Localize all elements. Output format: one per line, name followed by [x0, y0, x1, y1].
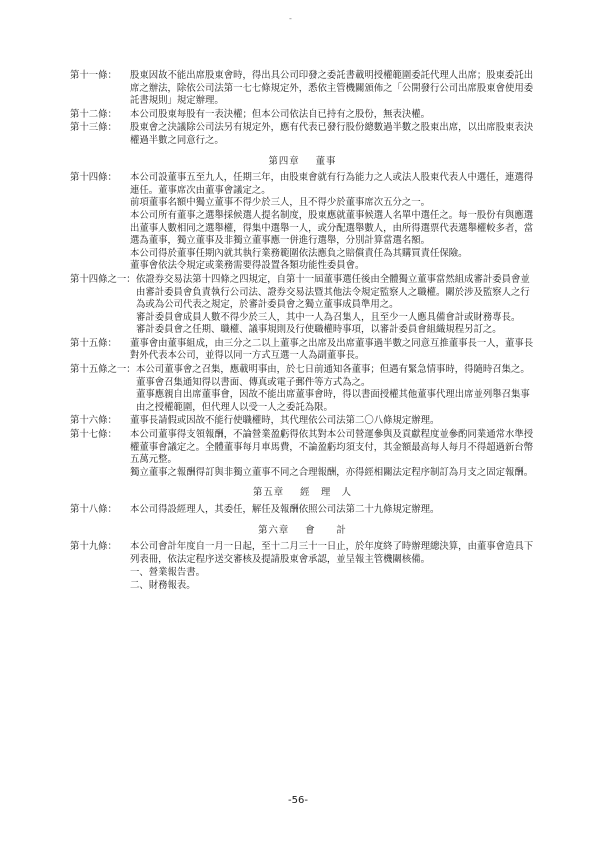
article-paragraph: 董事會由董事組成，由三分之二以上董事之出席及出席董事過半數之同意互推董事長一人，董事長對外代表本公司，並得以同一方式互選一人為副董事長。: [130, 337, 534, 362]
chapter-number: 第六章: [258, 524, 290, 536]
list-item: 二、財務報表。: [130, 579, 196, 591]
article: [70, 70, 535, 108]
report-item-list: [130, 567, 535, 592]
article-body: [130, 541, 535, 566]
article-paragraph: 依證券交易法第十四條之四規定，自第十一屆董事選任後由全體獨立董事當然組成審計委員會並由審計委員會負責執行公司法、證券交易法暨其他法令規定監察人之職權。關於涉及監察人之行為或為公司代表之規定，於審計委員會之獨立董事成員準用之。: [136, 273, 530, 311]
article-label: 第十六條：: [70, 415, 117, 427]
article-body: [136, 274, 535, 337]
article-paragraph: 股東會之決議除公司法另有規定外，應有代表已發行股份總數過半數之股東出席，以出席股東表決權過半數之同意行之。: [130, 122, 534, 146]
article-body: [130, 172, 535, 273]
article-body: [130, 415, 535, 428]
article-paragraph: 本公司得設經理人，其委任，解任及報酬依照公司法第二十九條規定辦理。: [130, 504, 440, 515]
article: [70, 274, 535, 337]
list-item: 一、營業報告書。: [130, 567, 206, 579]
article-label: 第十二條：: [70, 108, 117, 120]
article-body: [130, 70, 535, 108]
article-paragraph: 本公司設董事五至九人，任期三年，由股東會就有行為能力之人或法人股東代表人中選任，連選得連任。董事席次由董事會議定之。: [130, 172, 534, 196]
articles-group-d: [70, 541, 535, 566]
chapter-heading-5: [70, 487, 535, 500]
article-body: [130, 338, 535, 363]
chapter-title: 經 理 人: [300, 487, 352, 499]
article-body: [130, 109, 535, 122]
article-paragraph: 股東因故不能出席股東會時，得出具公司印發之委託書載明授權範圍委託代理人出席；股東委託出席之辦法，除依公司法第一七七條規定外，悉依主管機關頒佈之「公開發行公司出席股東會使用委託書規則」規定辦理。: [130, 70, 534, 107]
article-paragraph: 審計委員會之任期、職權、議事規則及行使職權時事項，以審計委員會組織規程另訂之。: [136, 324, 502, 336]
article-label: 第十四條之一：: [70, 273, 136, 285]
article: [70, 429, 535, 479]
chapter-heading-6: [70, 525, 535, 538]
chapter-title: 董事: [315, 155, 337, 167]
article-label: 第十三條：: [70, 122, 117, 134]
article-paragraph: 本公司股東每股有一表決權；但本公司依法自已持有之股份，無表決權。: [130, 108, 431, 120]
article-paragraph: 董事應親自出席董事會，因故不能出席董事會時，得以書面授權其他董事代理出席並列舉召集事由之授權範圍，但代理人以受一人之委託為限。: [136, 389, 530, 413]
article-paragraph: 本公司董事得支領報酬，不論營業盈虧得依其對本公司營運參與及貢獻程度並參酌同業通常水準授權董事會議定之。全體董事每月車馬費，不論盈虧均須支付，其金額最高每人每月不得超過新台幣五萬元整。: [130, 429, 534, 466]
article-paragraph: 本公司會計年度自一月一日起，至十二月三十一日止，於年度終了時辦理總決算，由董事會造具下列表冊，依法定程序送交審核及提請股東會承認，並呈報主管機關核備。: [130, 541, 534, 565]
top-mark: -: [289, 14, 292, 23]
article: [70, 364, 535, 414]
article-body: [130, 122, 535, 147]
article-label: 第十四條：: [70, 172, 117, 184]
article-paragraph: 獨立董事之報酬得訂與非獨立董事不同之合理報酬，亦得經相關法定程序制訂為月支之固定報酬。: [130, 466, 534, 478]
article-paragraph: 審計委員會成員人數不得少於三人，其中一人為召集人，且至少一人應具備會計或財務專長。: [136, 311, 521, 323]
article-paragraph: 本公司所有董事之選舉採候選人提名制度，股東應就董事候選人名單中選任之。每一股份有與應選出董事人數相同之選舉權，得集中選舉一人，或分配選舉數人，由所得選票代表選舉權較多者，當選為董事，獨立董事及非獨立董事應一併進行選舉，分別計算當選名額。: [130, 209, 534, 247]
article-paragraph: 本公司董事會之召集，應載明事由，於七日前通知各董事；但遇有緊急情事時，得隨時召集之。董事會召集通知得以書面、傳真或電子郵件等方式為之。: [136, 364, 530, 388]
article: [70, 122, 535, 147]
article-body: [136, 364, 535, 414]
articles-group-a: [70, 70, 535, 148]
article-label: 第十一條：: [70, 70, 117, 81]
article-label: 第十五條：: [70, 337, 117, 349]
article-body: [130, 504, 535, 517]
article-paragraph: 董事長請假或因故不能行使職權時，其代理依公司法第二〇八條規定辦理。: [130, 415, 440, 427]
chapter-number: 第四章: [268, 155, 300, 167]
article-label: 第十九條：: [70, 541, 117, 553]
chapter-heading-4: [70, 156, 535, 169]
articles-group-b: [70, 172, 535, 479]
article-label: 第十七條：: [70, 429, 117, 441]
article: [70, 504, 535, 517]
article: [70, 338, 535, 363]
article-body: [130, 429, 535, 479]
chapter-title: 會 計: [305, 524, 347, 536]
article: [70, 109, 535, 122]
article-label: 第十八條：: [70, 504, 117, 515]
article: [70, 415, 535, 428]
chapter-number: 第五章: [252, 487, 285, 499]
article: [70, 541, 535, 566]
document-body: [70, 70, 535, 593]
article-label: 第十五條之一：: [70, 364, 136, 376]
articles-group-c: [70, 504, 535, 517]
article-paragraph: 本公司得於董事任期內就其執行業務範圍依法應負之賠償責任為其購買責任保險。: [130, 247, 468, 259]
article: [70, 172, 535, 273]
article-paragraph: 前項董事名額中獨立董事不得少於三人，且不得少於董事席次五分之一。: [130, 197, 431, 209]
article-paragraph: 董事會依法令規定或業務需要得設置各類功能性委員會。: [130, 260, 365, 272]
page-number: -56-: [288, 795, 308, 806]
